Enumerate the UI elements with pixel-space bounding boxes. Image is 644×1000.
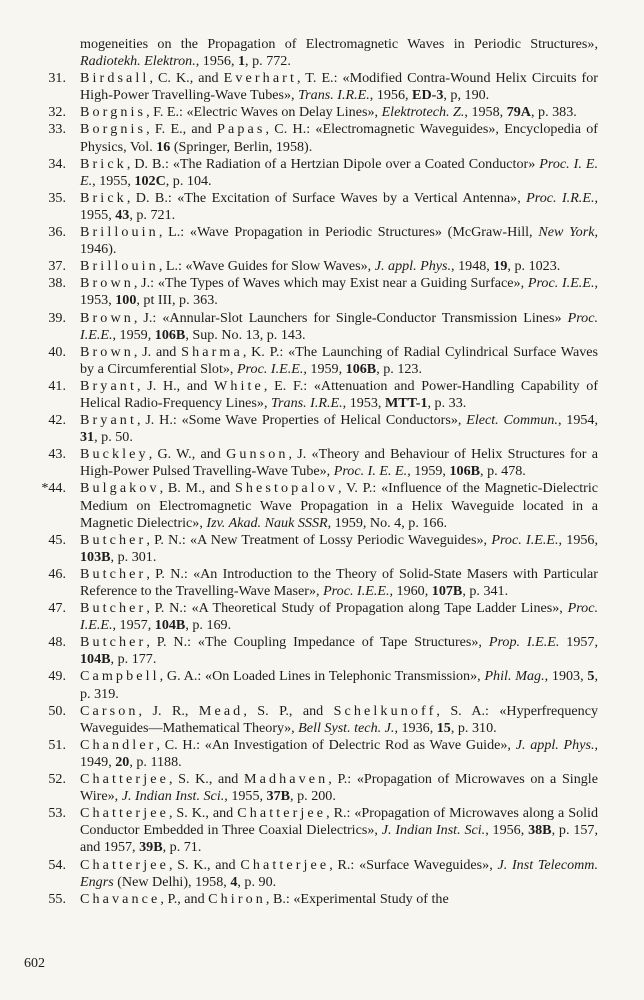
journal-title: Proc. I. E. E. [80, 155, 599, 189]
reference-text: , p. 123. [376, 360, 422, 377]
author-surname: Madhaven [243, 771, 329, 788]
journal-title: Proc. I.E.E. [80, 309, 598, 343]
journal-title: Trans. I.R.E. [298, 87, 370, 104]
reference-text: , J.: «The Types of Waves which may Exist near a Guiding Surface», [133, 275, 528, 292]
reference-text: , p. 90. [237, 873, 277, 890]
author-surname: White [213, 377, 264, 394]
journal-title: J. Inst Telecomm. Engrs [80, 856, 598, 890]
journal-title: Proc. I.E.E. [80, 600, 598, 634]
reference-text: , p. 341. [462, 583, 509, 599]
reference-text: , 1956, [369, 87, 413, 104]
journal-title: J. Indian Inst. Sci. [381, 822, 486, 839]
volume-number: 104B [80, 651, 111, 668]
volume-number: 100 [115, 292, 137, 309]
reference-text: , p. 772. [245, 53, 291, 70]
author-surname: Schelkunoff [333, 702, 437, 719]
volume-number: 103B [80, 548, 111, 565]
reference-entry [0, 805, 644, 856]
author-surname: Papas [217, 121, 266, 138]
volume-number: 1 [238, 53, 246, 70]
reference-text: , 1954, [557, 412, 599, 429]
reference-text: , p. 319. [80, 668, 598, 702]
reference-number: 46. [48, 565, 66, 582]
author-surname: Birdsall [80, 70, 150, 87]
reference-text: , p. 104. [165, 172, 212, 189]
reference-text: , B. M., and [159, 480, 235, 497]
journal-title: Proc. I.E.E. [323, 583, 390, 599]
reference-text: , 1955, [92, 172, 135, 189]
reference-entry [0, 156, 644, 190]
volume-number: 37B [266, 788, 291, 805]
reference-entry [0, 480, 644, 531]
reference-text: (New Delhi), 1958, [113, 873, 231, 890]
author-surname: Carson [80, 702, 139, 719]
reference-number: 45. [48, 531, 66, 548]
reference-text: , 1955, [80, 189, 598, 223]
reference-entry [0, 104, 644, 121]
reference-text: , 1956, [485, 822, 529, 839]
journal-title: Bell Syst. tech. J. [298, 719, 395, 736]
reference-entry [0, 857, 644, 891]
reference-number: 52. [48, 771, 66, 788]
journal-title: Elektrotech. Z. [381, 104, 465, 121]
journal-title: Izv. Akad. Nauk SSSR [206, 514, 328, 531]
reference-text: , 1960, [389, 583, 432, 599]
reference-text: , 1959, [303, 360, 346, 377]
reference-text: , J. R., [138, 702, 199, 719]
author-surname: Borgnis [80, 104, 147, 121]
author-surname: Chatterjee [80, 771, 169, 788]
reference-number: 38. [48, 275, 66, 292]
author-surname: Brown [80, 343, 134, 360]
volume-number: 104B [154, 617, 186, 634]
volume-number: 43 [115, 206, 130, 223]
author-surname: Brown [80, 309, 134, 326]
reference-number: 33. [48, 121, 66, 138]
reference-text: , 1953, [80, 275, 598, 309]
reference-number: 54. [48, 856, 66, 873]
reference-text: , R.: «Propagation of Microwaves along a Solid Conductor Embedded in Three Coaxial Dielectrics», [80, 805, 598, 839]
reference-text: , P. N.: «A New Treatment of Lossy Periodic Waveguides», [146, 531, 492, 548]
reference-text: , pt III, p. 363. [136, 292, 218, 309]
volume-number: 38B [528, 822, 552, 839]
reference-text: , 1956, [558, 531, 598, 548]
reference-number: 41. [48, 377, 66, 394]
reference-text: , p. 1188. [129, 753, 182, 770]
reference-number: 42. [48, 412, 66, 429]
reference-entry [0, 190, 644, 224]
volume-number: 31 [80, 429, 95, 446]
reference-entry [0, 668, 644, 702]
author-surname: Buckley [80, 446, 149, 463]
reference-text: , L.: «Wave Guides for Slow Waves», [158, 258, 375, 275]
reference-text: , C. H.: «Electromagnetic Waveguides», Encyclopedia of Physics, Vol. [80, 121, 598, 155]
author-surname: Butcher [80, 531, 147, 548]
reference-entry [0, 600, 644, 634]
journal-title: Elect. Commun. [466, 412, 558, 429]
journal-title: Proc. I.R.E. [526, 189, 595, 206]
reference-text: , p. 478. [480, 463, 526, 480]
author-surname: Butcher [80, 565, 147, 582]
author-surname: Brillouin [80, 258, 159, 275]
reference-text: , p, 190. [443, 87, 490, 104]
author-surname: Brillouin [80, 224, 159, 241]
reference-text: , S. K., and [168, 856, 241, 873]
reference-text: , K. P.: «The Launching of Radial Cylindrical Surface Waves by a Circumferential Slot», [80, 343, 598, 377]
reference-number: 35. [48, 189, 66, 206]
page-number: 602 [24, 956, 45, 971]
reference-text: , S. K., and [168, 805, 238, 822]
reference-number: 32. [48, 104, 66, 121]
reference-number: 34. [48, 155, 66, 172]
reference-text: , S. A.: «Hyperfrequency Waveguides—Mathematical Theory», [80, 702, 598, 736]
reference-entry [0, 412, 644, 446]
reference-text: 1957, [559, 634, 598, 651]
reference-text: , S. P., and [243, 702, 334, 719]
reference-text: , 1959, No. 4, p. 166. [327, 514, 448, 531]
reference-text: , D. B.: «The Excitation of Surface Waves by a Vertical Antenna», [126, 189, 527, 206]
reference-number: 37. [48, 258, 66, 275]
reference-text: , 1903, [544, 668, 588, 685]
reference-text: , S. K., and [168, 771, 244, 788]
volume-number: 106B [449, 463, 481, 480]
reference-entry [0, 275, 644, 309]
reference-text: , 1949, [80, 736, 598, 770]
reference-entry [0, 224, 644, 258]
reference-entry [0, 703, 644, 737]
author-surname: Bryant [80, 412, 137, 429]
reference-text: , B.: «Experimental Study of the [265, 890, 449, 907]
volume-number: ED-3 [412, 87, 444, 104]
reference-entry [0, 446, 644, 480]
reference-number: 55. [48, 890, 66, 907]
volume-number: 4 [230, 873, 238, 890]
author-surname: Shestopalov [234, 480, 338, 497]
author-surname: Gunson [226, 446, 289, 463]
reference-number: 50. [48, 702, 66, 719]
reference-number: 31. [48, 70, 66, 87]
reference-number: 39. [48, 309, 66, 326]
reference-text: , R.: «Surface Waveguides», [329, 856, 498, 873]
volume-number: 19 [493, 258, 508, 275]
reference-entry [0, 634, 644, 668]
journal-title: Proc. I.E.E. [491, 531, 559, 548]
journal-title: J. appl. Phys. [515, 736, 595, 753]
reference-entry [0, 891, 644, 908]
reference-text: , p. 200. [290, 788, 336, 805]
reference-text: , 1953, [342, 394, 385, 411]
journal-title: New York [538, 224, 595, 241]
author-surname: Butcher [80, 634, 147, 651]
author-surname: Chatterjee [80, 856, 169, 873]
reference-text: , p. 169. [185, 617, 232, 634]
reference-text: , V. P.: «Influence of the Magnetic-Dielectric Medium on Electromagnetic Wave Propagation in a Helix Waveguide located in a Magnetic Dielectric», [80, 480, 598, 531]
journal-title: J. appl. Phys. [374, 258, 452, 275]
volume-number: 20 [115, 753, 130, 770]
author-surname: Brick [80, 155, 127, 172]
journal-title: Proc. I.E.E. [527, 275, 595, 292]
reference-text: , 1957, [112, 617, 155, 634]
reference-number: 43. [48, 446, 66, 463]
reference-text: , J. «Theory and Behaviour of Helix Structures for a High-Power Pulsed Travelling-Wave Tube», [80, 446, 598, 480]
reference-entry [0, 378, 644, 412]
reference-number: 36. [48, 224, 66, 241]
reference-text: , 1959, [407, 463, 450, 480]
reference-number: 48. [48, 634, 66, 651]
reference-text: , G. W., and [148, 446, 227, 463]
reference-text: , p. 301. [110, 548, 157, 565]
reference-text: , p. 33. [427, 394, 467, 411]
reference-text: , C. K., and [149, 70, 224, 87]
volume-number: 107B [431, 583, 463, 599]
volume-number: 16 [156, 138, 171, 155]
reference-text: , D. B.: «The Radiation of a Hertzian Dipole over a Coated Conductor» [126, 155, 540, 172]
author-surname: Campbell [80, 668, 160, 685]
author-surname: Butcher [80, 600, 147, 617]
reference-number: *44. [41, 480, 66, 497]
reference-text: , 1959, [112, 326, 155, 343]
reference-text: , F. E.: «Electric Waves on Delay Lines», [146, 104, 382, 121]
reference-text: , J. H.: «Some Wave Properties of Helical Conductors», [136, 412, 467, 429]
reference-text: , p. 383. [530, 104, 577, 121]
author-surname: Chatterjee [80, 805, 169, 822]
reference-entry [0, 70, 644, 104]
reference-text: , p. 1023. [507, 258, 561, 275]
journal-title: Phil. Mag. [484, 668, 545, 685]
reference-text: , 1948, [451, 258, 494, 275]
reference-text: (Springer, Berlin, 1958). [170, 138, 313, 155]
journal-title: Proc. I. E. E. [333, 463, 408, 480]
reference-text: , J. H., and [136, 377, 214, 394]
reference-text: , p. 71. [162, 839, 202, 856]
reference-text: mogeneities on the Propagation of Electromagnetic Waves in Periodic Structures», [80, 36, 598, 52]
reference-number: 51. [48, 736, 66, 753]
reference-text: , 1955, [224, 788, 267, 805]
reference-entry [0, 532, 644, 566]
reference-text: , J. and [133, 343, 182, 360]
reference-number: 53. [48, 805, 66, 822]
reference-number: 40. [48, 343, 66, 360]
author-surname: Brick [80, 189, 127, 206]
author-surname: Bulgakov [80, 480, 160, 497]
reference-entry [0, 121, 644, 155]
author-surname: Chiron [208, 890, 266, 907]
reference-number: 49. [48, 668, 66, 685]
reference-entry [0, 737, 644, 771]
reference-text: , p. 177. [110, 651, 157, 668]
author-surname: Chatterjee [240, 856, 330, 873]
reference-text: , 1956, [195, 53, 238, 70]
reference-entry [0, 258, 644, 275]
reference-text: , P. N.: «The Coupling Impedance of Tape Structures», [146, 634, 489, 651]
reference-text: , P., and [160, 890, 209, 907]
reference-entry [0, 344, 644, 378]
reference-text: , P. N.: «A Theoretical Study of Propagation along Tape Ladder Lines», [146, 600, 568, 617]
author-surname: Sharma [181, 343, 243, 360]
volume-number: 15 [436, 719, 451, 736]
journal-title: J. Indian Inst. Sci. [121, 788, 225, 805]
reference-text: , p. 50. [94, 429, 133, 446]
reference-number: 47. [48, 600, 66, 617]
reference-entry [0, 310, 644, 344]
reference-text: , P.: «Propagation of Microwaves on a Single Wire», [80, 771, 598, 805]
reference-text: , p. 310. [450, 719, 497, 736]
reference-text: , P. N.: «An Introduction to the Theory of Solid-State Masers with Particular Reference to the Travelling-Wave Maser», [80, 565, 598, 599]
volume-number: 39B [139, 839, 163, 856]
author-surname: Bryant [80, 377, 137, 394]
reference-text: , 1958, [464, 104, 507, 121]
reference-text: , L.: «Wave Propagation in Periodic Structures» (McGraw-Hill, [158, 224, 539, 241]
reference-entry [0, 771, 644, 805]
reference-list [0, 36, 644, 908]
reference-text: , 1936, [394, 719, 437, 736]
volume-number: 106B [345, 360, 377, 377]
author-surname: Chavance [80, 890, 161, 907]
volume-number: 106B [154, 326, 186, 343]
reference-text: , Sup. No. 13, p. 143. [185, 326, 306, 343]
author-surname: Everhart [223, 70, 297, 87]
reference-text: , F. E., and [146, 121, 218, 138]
author-surname: Chandler [80, 736, 157, 753]
reference-entry [0, 566, 644, 600]
reference-text: , p. 157, and 1957, [80, 822, 598, 856]
author-surname: Brown [80, 275, 134, 292]
volume-number: 102C [134, 172, 166, 189]
journal-title: Proc. I.E.E. [236, 360, 304, 377]
journal-title: Prop. I.E.E. [488, 634, 560, 651]
volume-number: 79A [506, 104, 531, 121]
journal-title: Trans. I.R.E. [271, 394, 343, 411]
author-surname: Borgnis [80, 121, 147, 138]
reference-text: , E. F.: «Attenuation and Power-Handling Capability of Helical Radio-Frequency Lines», [80, 377, 599, 411]
reference-text: , G. A.: «On Loaded Lines in Telephonic Transmission», [159, 668, 485, 685]
reference-text: , T. E.: «Modified Contra-Wound Helix Circuits for High-Power Travelling-Wave Tubes», [80, 70, 598, 104]
reference-text: , J.: «Annular-Slot Launchers for Single-Conductor Transmission Lines» [133, 309, 568, 326]
reference-text: , p. 721. [129, 206, 176, 223]
volume-number: MTT-1 [384, 394, 428, 411]
reference-text: , 1946). [80, 224, 598, 258]
author-surname: Chatterjee [237, 805, 327, 822]
volume-number: 5 [587, 668, 595, 685]
reference-entry [0, 36, 644, 70]
author-surname: Mead [198, 702, 244, 719]
journal-title: Radiotekh. Elektron. [80, 53, 196, 70]
reference-text: , C. H.: «An Investigation of Delectric Rod as Wave Guide», [156, 736, 516, 753]
